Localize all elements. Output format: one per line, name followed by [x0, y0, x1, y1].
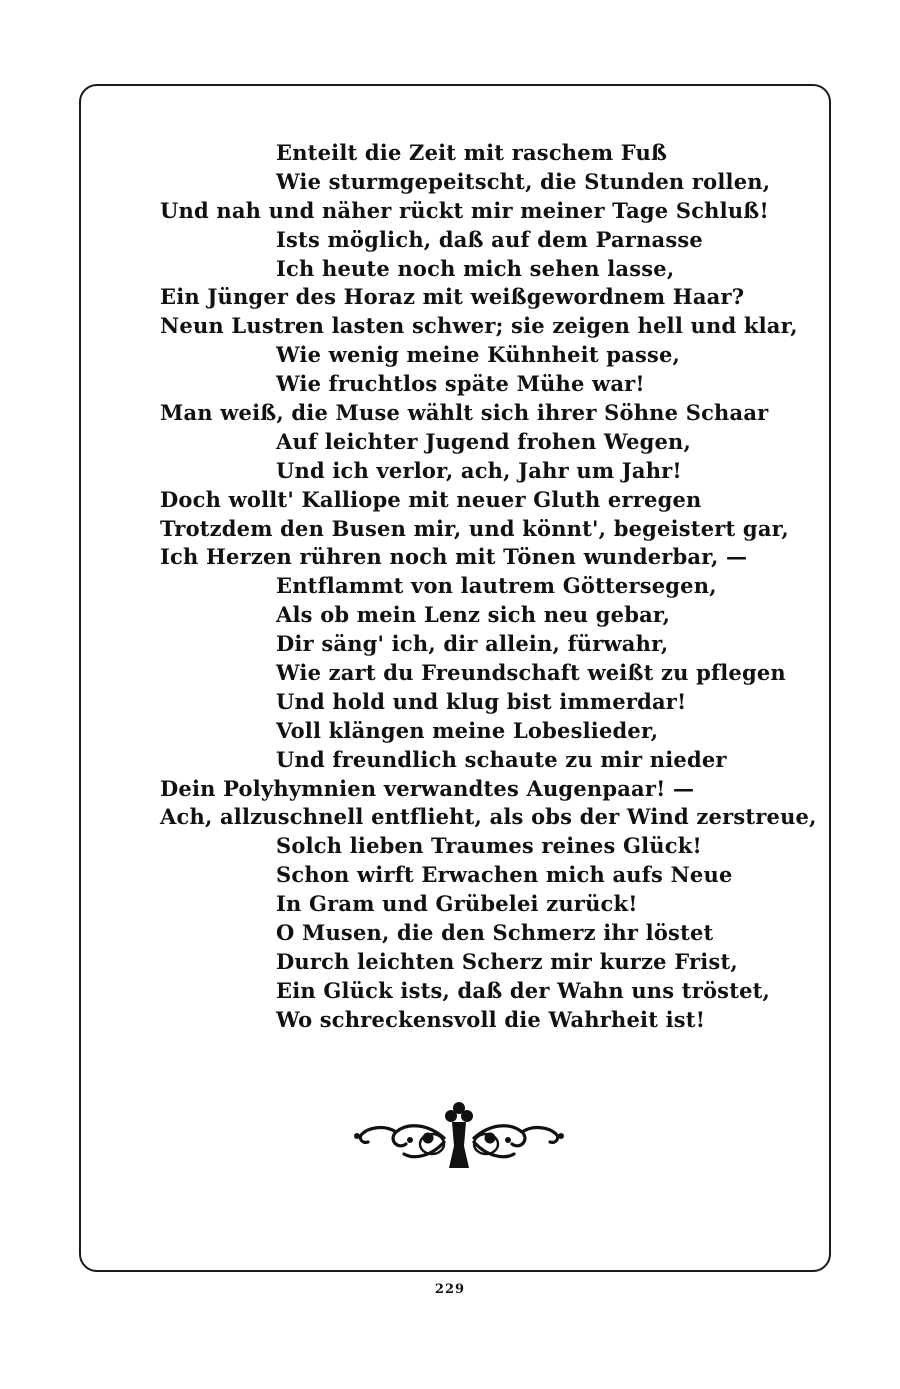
poem-line: Wie sturmgepeitscht, die Stunden rollen,	[276, 168, 771, 194]
poem-line: Ich heute noch mich sehen lasse,	[276, 255, 675, 281]
poem-line: Durch leichten Scherz mir kurze Frist,	[276, 948, 738, 974]
poem-line: Ach, allzuschnell entflieht, als obs der Wind zerstreue,	[160, 804, 817, 830]
poem-line: Enteilt die Zeit mit raschem Fuß	[276, 140, 668, 165]
poem-line: Als ob mein Lenz sich neu gebar,	[276, 602, 671, 628]
poem-line: Und nah und näher rückt mir meiner Tage Schluß!	[160, 197, 769, 223]
poem-line: Und ich verlor, ach, Jahr um Jahr!	[276, 457, 682, 483]
poem-line: Wie wenig meine Kühnheit passe,	[276, 342, 681, 368]
poem-text	[160, 139, 817, 1035]
poem-line: Dir säng' ich, dir allein, fürwahr,	[276, 631, 669, 657]
poem-line: Und hold und klug bist immerdar!	[276, 688, 687, 714]
poem-line: Und freundlich schaute zu mir nieder	[276, 746, 727, 772]
poem-line: Ists möglich, daß auf dem Parnasse	[276, 226, 703, 252]
poem-line: Auf leichter Jugend frohen Wegen,	[276, 428, 691, 454]
fleuron-ornament-icon	[348, 1098, 570, 1172]
page-number: 229	[434, 1282, 466, 1297]
poem-line: Schon wirft Erwachen mich aufs Neue	[276, 862, 733, 888]
poem-line: Trotzdem den Busen mir, und könnt', begeistert gar,	[160, 515, 789, 541]
poem-line: Dein Polyhymnien verwandtes Augenpaar! —	[160, 775, 695, 801]
poem-line: Entflammt von lautrem Göttersegen,	[276, 573, 717, 599]
poem-line: Wie fruchtlos späte Mühe war!	[276, 371, 645, 397]
poem-line: Man weiß, die Muse wählt sich ihrer Söhne Schaar	[160, 400, 769, 426]
poem-line: Ein Glück ists, daß der Wahn uns tröstet,	[276, 977, 771, 1003]
poem-line: Neun Lustren lasten schwer; sie zeigen hell und klar,	[160, 313, 798, 339]
poem-line: Wo schreckensvoll die Wahrheit ist!	[276, 1006, 706, 1032]
poem-line: Ich Herzen rühren noch mit Tönen wunderbar, —	[160, 544, 748, 570]
poem-line: In Gram und Grübelei zurück!	[276, 891, 638, 917]
poem-line: Voll klängen meine Lobeslieder,	[276, 717, 659, 743]
poem-line: Wie zart du Freundschaft weißt zu pflegen	[276, 660, 786, 686]
poem-line: Doch wollt' Kalliope mit neuer Gluth erregen	[160, 486, 702, 512]
poem-line: Ein Jünger des Horaz mit weißgewordnem Haar?	[160, 284, 745, 310]
poem-line: O Musen, die den Schmerz ihr löstet	[276, 920, 714, 946]
poem-line: Solch lieben Traumes reines Glück!	[276, 833, 702, 859]
